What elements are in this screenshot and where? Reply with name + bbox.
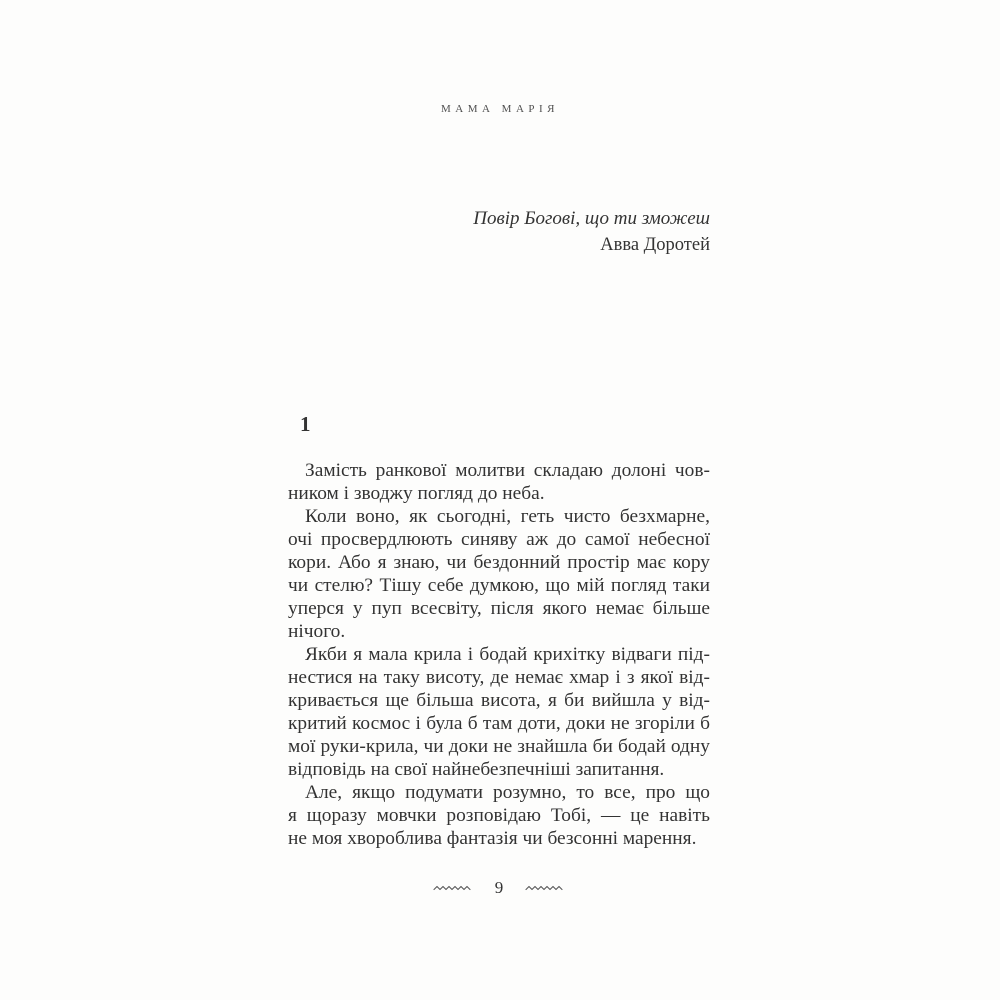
text-line: я щоразу мовчки розповідаю Тобі, — це навіть <box>288 805 710 826</box>
text-line: Коли воно, як сьогодні, геть чисто безхмарне, <box>305 506 710 527</box>
body-text <box>288 459 710 850</box>
text-line: ником і зводжу погляд до неба. <box>288 483 545 504</box>
chapter-number: 1 <box>300 412 311 436</box>
text-line: Але, якщо подумати розумно, то все, про що <box>305 782 710 803</box>
running-head: МАМА МАРІЯ <box>440 103 560 115</box>
text-line: відповідь на свої найнебезпечніші запитання. <box>288 759 665 780</box>
text-line: чи стелю? Тішу себе думкою, що мій погляд таки <box>288 575 710 596</box>
text-line: критий космос і була б там доти, доки не згоріли б <box>288 713 710 734</box>
page-footer <box>288 878 710 898</box>
text-line: мої руки-крила, чи доки не знайшла би бодай одну <box>288 736 710 757</box>
text-line: нічого. <box>288 621 346 642</box>
epigraph-quote: Повір Богові, що ти зможеш <box>473 208 710 229</box>
text-line: нестися на таку висоту, де немає хмар і з якої від- <box>288 667 710 688</box>
text-line: уперся у пуп всесвіту, після якого немає більше <box>288 598 710 619</box>
epigraph-attribution: Авва Доротей <box>600 235 710 255</box>
text-line: Якби я мала крила і бодай крихітку відваги під- <box>305 644 710 665</box>
page-number: 9 <box>494 878 504 897</box>
squiggle-ornament-right-icon <box>525 884 565 892</box>
epigraph <box>288 206 710 258</box>
text-line: не моя хвороблива фантазія чи безсонні марення. <box>288 828 697 849</box>
squiggle-ornament-left-icon <box>433 884 473 892</box>
text-line: кривається ще більша висота, я би вийшла у від- <box>288 690 710 711</box>
text-line: кори. Або я знаю, чи бездонний простір має кору <box>288 552 710 573</box>
text-line: очі просвердлюють синяву аж до самої небесної <box>288 529 710 550</box>
text-line: Замість ранкової молитви складаю долоні чов- <box>305 460 710 481</box>
